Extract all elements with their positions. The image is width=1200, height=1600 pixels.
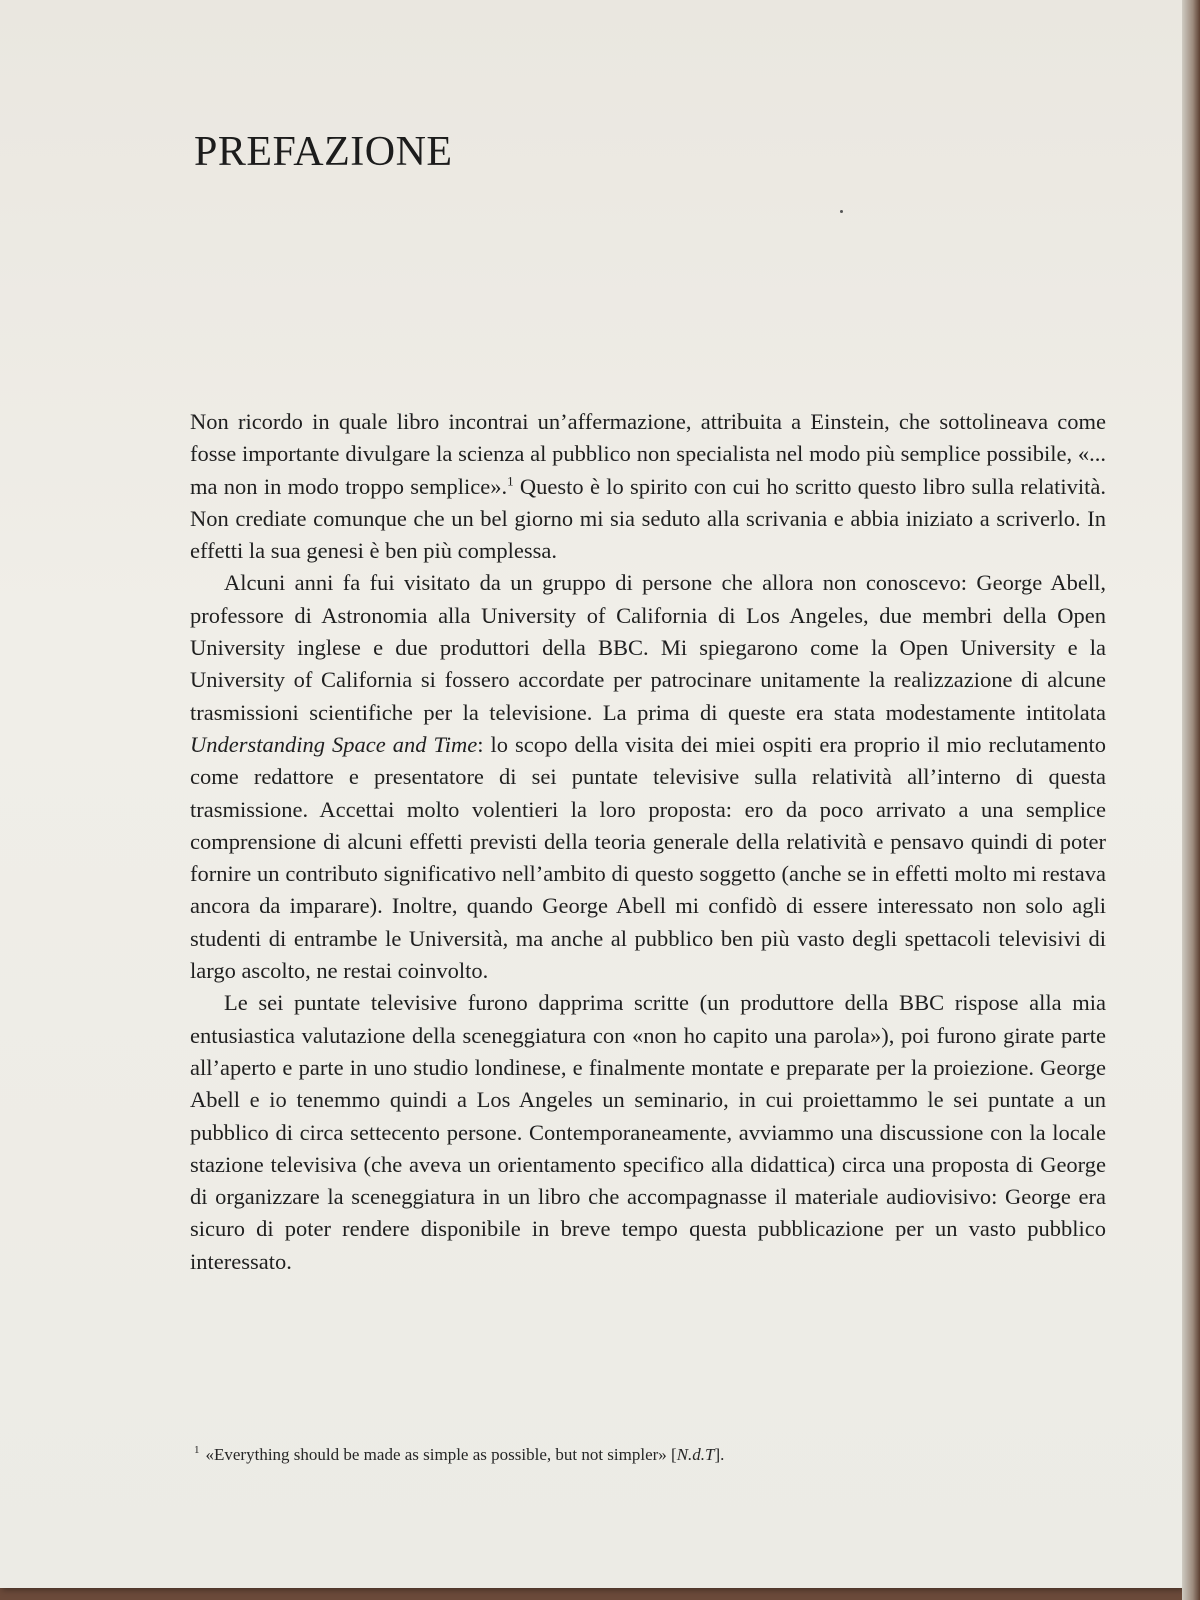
page-edge: [1182, 0, 1200, 1600]
paragraph: [190, 567, 1106, 987]
footnote-end: ].: [714, 1445, 725, 1464]
paragraph-text: : lo scopo della visita dei miei ospiti era proprio il mio reclutamento come redattore e presentatore di sei puntate televisive sulla relatività all’interno di questa trasmissione. Accettai molto volentieri la loro proposta: ero da poco arrivato a una semplice comprensione di alcuni effetti previsti della teoria generale della relatività e pensavo quindi di poter fornire un contributo significativo nell’ambito di questo soggetto (anche se in effetti molto mi restava ancora da imparare). Inoltre, quando George Abell mi confidò di essere interessato non solo agli studenti di entrambe le Università, ma anche al pubblico ben più vasto degli spettacoli televisivi di largo ascolto, ne restai coinvolto.: [190, 731, 1106, 984]
paragraph-text: Non ricordo in quale libro incontrai un’affermazione, attribuita a Einstein, che sottolineava come fosse importante divulgare la scienza al pubblico non specialista nel modo più semplice possibile, «... ma non in modo troppo semplice».: [190, 409, 1106, 499]
footnote-italic: N.d.T: [676, 1445, 715, 1464]
paper-speck: [840, 210, 843, 213]
italic-title: Understanding Space and Time: [190, 731, 478, 757]
footnote: [194, 1445, 724, 1465]
body-text: [190, 406, 1106, 1278]
page-title: PREFAZIONE: [194, 129, 453, 175]
footnote-reference: 1: [507, 473, 514, 489]
paragraph-text: Questo è lo spirito con cui ho scritto questo libro sulla relatività. Non crediate comunque che un bel giorno mi sia seduto alla scrivania e abbia iniziato a scriverlo. In effetti la sua genesi è ben più complessa.: [190, 473, 1106, 564]
paragraph-text: Le sei puntate televisive furono dapprima scritte (un produttore della BBC rispose alla mia entusiastica valutazione della sceneggiatura con «non ho capito una parola»), poi furono girate parte all’aperto e parte in uno studio londinese, e finalmente montate e preparate per la proiezione. George Abell e io tenemmo quindi a Los Angeles un seminario, in cui proiettammo le sei puntate a un pubblico di circa settecento persone. Contemporaneamente, avviammo una discussione con la locale stazione televisiva (che aveva un orientamento specifico alla didattica) circa una proposta di George di organizzare la sceneggiatura in un libro che accompagnasse il materiale audiovisivo: George era sicuro di poter rendere disponibile in breve tempo questa pubblicazione per un vasto pubblico interessato.: [190, 990, 1106, 1274]
paragraph: [190, 987, 1106, 1278]
footnote-number: 1: [194, 1444, 200, 1457]
footnote-text: «Everything should be made as simple as possible, but not simpler» [: [205, 1445, 677, 1464]
paragraph-text: Alcuni anni fa fui visitato da un gruppo di persone che allora non conoscevo: George Abell, professore di Astronomia alla University of California di Los Angeles, due membri della Open University inglese e due produttori della BBC. Mi spiegarono come la Open University e la University of California si fossero accordate per patrocinare unitamente la realizzazione di alcune trasmissioni scientifiche per la televisione. La prima di queste era stata modestamente intitolata: [190, 570, 1106, 725]
paragraph: [190, 406, 1106, 567]
